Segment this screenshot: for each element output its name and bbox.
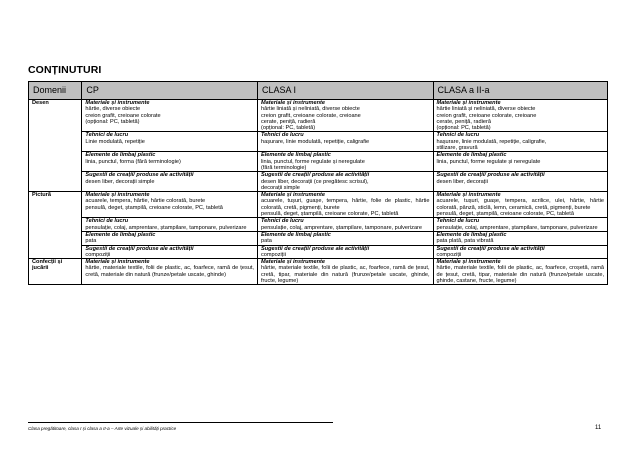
page-number: 11 <box>595 425 602 431</box>
cell-clasa-a-ii-a <box>433 231 607 245</box>
cell-text: acuarele, tușuri, guașe, tempera, acrilice, ulei, hârtie, hârtie colorată, pânză, sticlă, lemn, ceramică, cretă, pigmenți, burete pensulă, deget, ștampilă, creioane colorate, PC, tabletă <box>436 198 604 218</box>
cell-text: linia, punctul, forma (fără terminologie) <box>85 158 181 165</box>
table-row <box>29 152 608 172</box>
cell-title: Elemente de limbaj plastic <box>85 231 156 238</box>
cell-title: Materiale și instrumente <box>260 192 326 199</box>
cell-cp <box>82 152 258 172</box>
cell-text: compoziții <box>260 251 286 258</box>
cell-clasa-a-ii-a <box>433 259 607 285</box>
cell-title: Elemente de limbaj plastic <box>260 152 331 159</box>
cell-text: Linie modulată, repetiție <box>85 138 145 145</box>
cell-title: Materiale și instrumente <box>260 100 326 106</box>
cell-text: hârtie liniată și neliniată, diverse obiecte creion grafit, creioane colorate, creioane cerate, peniță, radieră (opțional: PC, tabletă) <box>436 106 537 132</box>
footer-text: Clasa pregătitoare, clasa I și clasa a II-a – Arte vizuale și abilități practice <box>28 426 177 431</box>
cell-text: pata <box>260 238 272 245</box>
cell-cp <box>82 218 258 232</box>
cell-clasa-a-ii-a <box>433 100 607 132</box>
cell-text: hârtie, diverse obiecte creion grafit, creioane colorate (opțional: PC, tabletă) <box>85 106 161 125</box>
cell-text: hârtie liniată și neliniată, diverse obiecte creion grafit, creioane colorate, creioane cerate, peniță, radieră (opțional: PC, tabletă) <box>260 106 361 132</box>
cell-text: acuarele, tușuri, guașe, tempera, hârtie, folie de plastic, hârtie colorată, cretă, pigmenți, burete pensulă, deget, ștampilă, creioane colorate, PC, tabletă <box>260 198 430 218</box>
cell-text: desen liber, decorații (ce pregătesc scrisul), decorații simple <box>260 178 369 191</box>
cell-title: Materiale și instrumente <box>85 259 150 266</box>
cell-title: Tehnici de lucru <box>436 218 480 225</box>
cell-title: Sugestii de creații/ produse ale activității <box>436 245 545 252</box>
cell-text: compoziții <box>85 251 111 258</box>
cell-text: linia, punctul, forme regulate și neregulate (fără terminologie) <box>260 158 365 171</box>
table-header-row <box>29 82 608 100</box>
cell-text: pensulație, colaj, amprentare, ștampilare, tamponare, pulverizare <box>436 224 598 231</box>
column-header-clasa-a-ii-a: CLASA a II-a <box>433 82 607 100</box>
cell-text: pensulație, colaj, amprentare, ștampilare, tamponare, pulverizare <box>260 224 423 231</box>
cell-title: Sugestii de creații/ produse ale activității <box>260 245 370 252</box>
cell-cp <box>82 245 258 259</box>
cell-clasa-i <box>257 245 433 259</box>
table-row <box>29 192 608 218</box>
cell-title: Materiale și instrumente <box>85 192 150 199</box>
cell-cp <box>82 192 258 218</box>
cell-title: Sugestii de creații/ produse ale activității <box>85 245 194 252</box>
cell-text: hârtie, materiale textile, folii de plastic, ac, foarfece, ramă de țesut, cretă, materiale din natură (frunze/petale uscate, ghinde) <box>85 265 254 278</box>
cell-clasa-i <box>257 218 433 232</box>
cell-clasa-i <box>257 231 433 245</box>
cell-title: Sugestii de creații/ produse ale activității <box>260 172 370 179</box>
cell-title: Materiale și instrumente <box>260 259 326 266</box>
cell-clasa-i <box>257 192 433 218</box>
table-row <box>29 245 608 259</box>
cell-text: acuarele, tempera, hârtie, hârtie colorată, burete pensulă, deget, ștampilă, creioane colorate, PC, tabletă <box>85 198 223 211</box>
cell-title: Tehnici de lucru <box>436 132 480 139</box>
cell-title: Tehnici de lucru <box>260 132 304 139</box>
cell-clasa-a-ii-a <box>433 192 607 218</box>
cell-text: compoziții <box>436 251 462 258</box>
table-body <box>29 100 608 285</box>
cell-cp <box>82 132 258 152</box>
cell-title: Sugestii de creații/ produse ale activității <box>85 172 194 179</box>
table-row <box>29 259 608 285</box>
cell-title: Materiale și instrumente <box>436 100 501 106</box>
cell-clasa-i <box>257 152 433 172</box>
cell-clasa-a-ii-a <box>433 152 607 172</box>
column-header-clasa-i: CLASA I <box>257 82 433 100</box>
cell-clasa-i <box>257 100 433 132</box>
table-row <box>29 218 608 232</box>
cell-title: Materiale și instrumente <box>436 192 501 199</box>
cell-text: pensulație, colaj, amprentare, ștampilare, tamponare, pulverizare <box>85 224 247 231</box>
cell-text: hârtie, materiale textile, folii de plastic, ac, foarfece, croșetă, ramă de țesut, cretă, tipar, materiale din natură (frunze/petale uscate, ghinde, castane, fructe, legume) <box>436 265 604 285</box>
cell-text: pata plată, pata vibrată <box>436 238 494 245</box>
cell-text: pata <box>85 238 97 245</box>
cell-text: hașurare, linie modulată, repetiție, caligrafie <box>260 138 370 145</box>
domain-cell: Confecții și jucării <box>29 259 82 285</box>
cell-clasa-a-ii-a <box>433 172 607 192</box>
column-header-domenii: Domenii <box>29 82 82 100</box>
cell-title: Materiale și instrumente <box>85 100 150 106</box>
table-row <box>29 231 608 245</box>
cell-title: Elemente de limbaj plastic <box>436 231 507 238</box>
cell-title: Elemente de limbaj plastic <box>436 152 507 159</box>
cell-text: desen liber, decorații <box>436 178 488 185</box>
cell-title: Elemente de limbaj plastic <box>85 152 156 159</box>
cell-clasa-a-ii-a <box>433 245 607 259</box>
domain-cell: Pictură <box>29 192 82 259</box>
cell-title: Elemente de limbaj plastic <box>260 231 331 238</box>
cell-cp <box>82 100 258 132</box>
section-heading: CONȚINUTURI <box>28 64 102 76</box>
cell-clasa-i <box>257 172 433 192</box>
cell-clasa-i <box>257 259 433 285</box>
cell-title: Tehnici de lucru <box>85 218 129 225</box>
column-header-cp: CP <box>82 82 258 100</box>
cell-clasa-i <box>257 132 433 152</box>
domain-cell: Desen <box>29 100 82 192</box>
curriculum-table <box>28 81 608 285</box>
table-row <box>29 132 608 152</box>
cell-title: Tehnici de lucru <box>260 218 304 225</box>
table-row <box>29 172 608 192</box>
cell-text: hârtie, materiale textile, folii de plastic, ac, foarfece, ramă de țesut, cretă, tipar, materiale din natură (frunze/petale uscate, ghinde, fructe, legume) <box>260 265 430 285</box>
cell-clasa-a-ii-a <box>433 218 607 232</box>
table-row <box>29 100 608 132</box>
cell-title: Materiale și instrumente <box>436 259 501 266</box>
cell-cp <box>82 231 258 245</box>
cell-text: hașurare, linie modulată, repetiție, caligrafie, stilizare, gravură <box>436 138 547 152</box>
cell-title: Tehnici de lucru <box>85 132 129 139</box>
cell-cp <box>82 259 258 285</box>
cell-text: linia, punctul, forme regulate și neregulate <box>436 158 541 165</box>
footer-divider <box>28 422 333 423</box>
cell-text: desen liber, decorații simple <box>85 178 155 185</box>
cell-clasa-a-ii-a <box>433 132 607 152</box>
cell-title: Sugestii de creații/ produse ale activității <box>436 172 545 179</box>
cell-cp <box>82 172 258 192</box>
